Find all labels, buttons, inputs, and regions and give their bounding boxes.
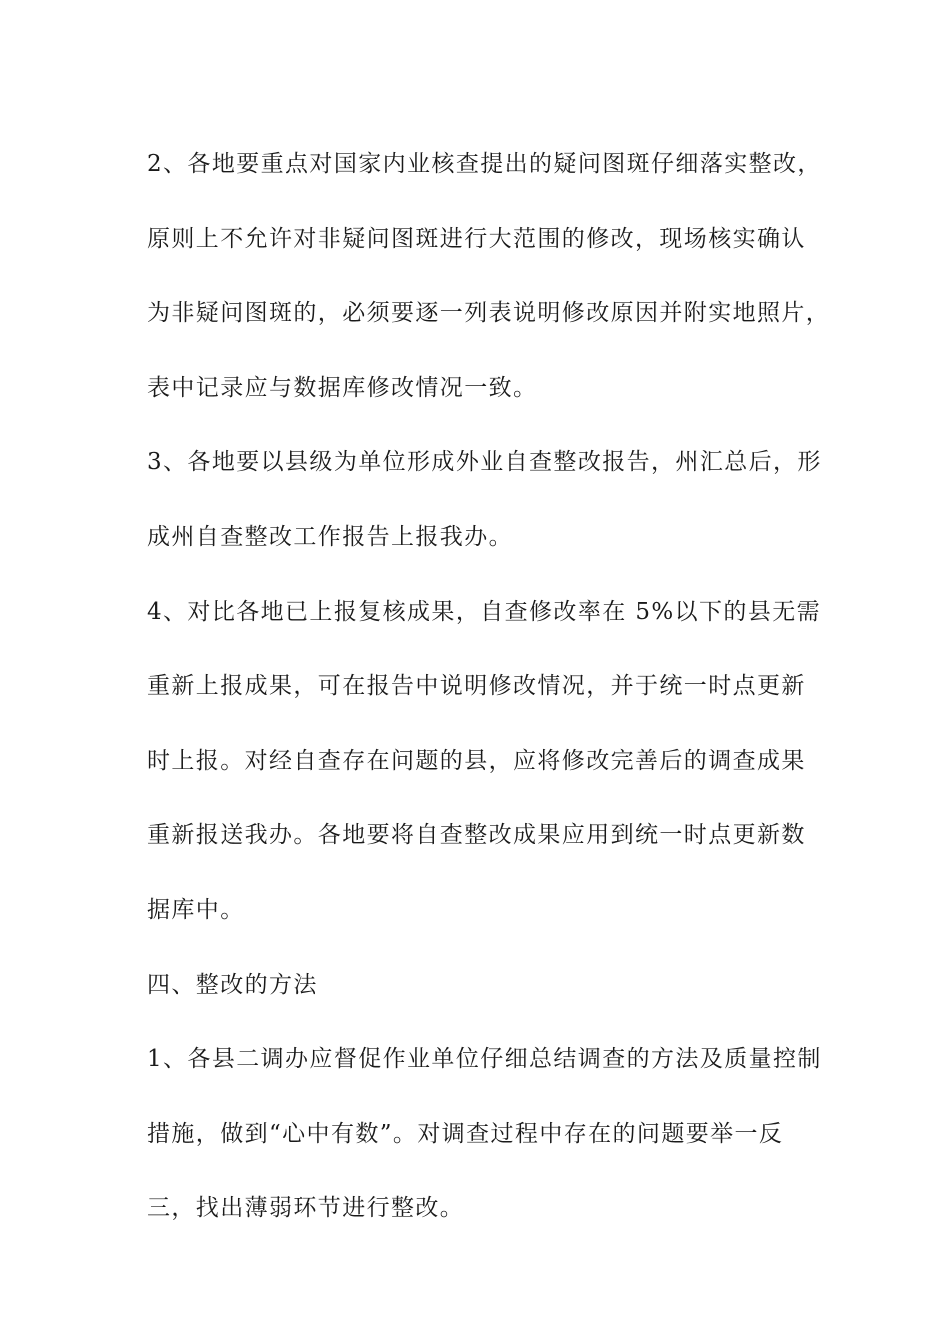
text-line-4: 表中记录应与数据库修改情况一致。: [147, 374, 538, 401]
text-line-2: 原则上不允许对非疑问图斑进行大范围的修改，现场核实确认: [147, 225, 806, 252]
text-line-7: 4、对比各地已上报复核成果，自查修改率在 5%以下的县无需: [147, 598, 822, 625]
text-line-13: 1、各县二调办应督促作业单位仔细总结调查的方法及质量控制: [147, 1046, 822, 1073]
document-body: [147, 127, 831, 1246]
section-heading: 四、整改的方法: [147, 971, 318, 998]
text-line-5: 3、各地要以县级为单位形成外业自查整改报告，州汇总后，形: [147, 449, 822, 476]
text-line-8: 重新上报成果，可在报告中说明修改情况，并于统一时点更新: [147, 673, 806, 700]
text-line-10: 重新报送我办。各地要将自查整改成果应用到统一时点更新数: [147, 822, 806, 849]
text-line-1: 2、各地要重点对国家内业核查提出的疑问图斑仔细落实整改，: [147, 151, 822, 177]
text-line-3: 为非疑问图斑的，必须要逐一列表说明修改原因并附实地照片，: [147, 300, 831, 327]
text-line-14: 措施，做到“心中有数”。对调查过程中存在的问题要举一反: [147, 1120, 784, 1147]
text-line-15: 三，找出薄弱环节进行整改。: [147, 1195, 465, 1222]
text-line-11: 据库中。: [147, 896, 245, 923]
text-line-6: 成州自查整改工作报告上报我办。: [147, 523, 513, 550]
text-line-9: 时上报。对经自查存在问题的县，应将修改完善后的调查成果: [147, 747, 806, 774]
